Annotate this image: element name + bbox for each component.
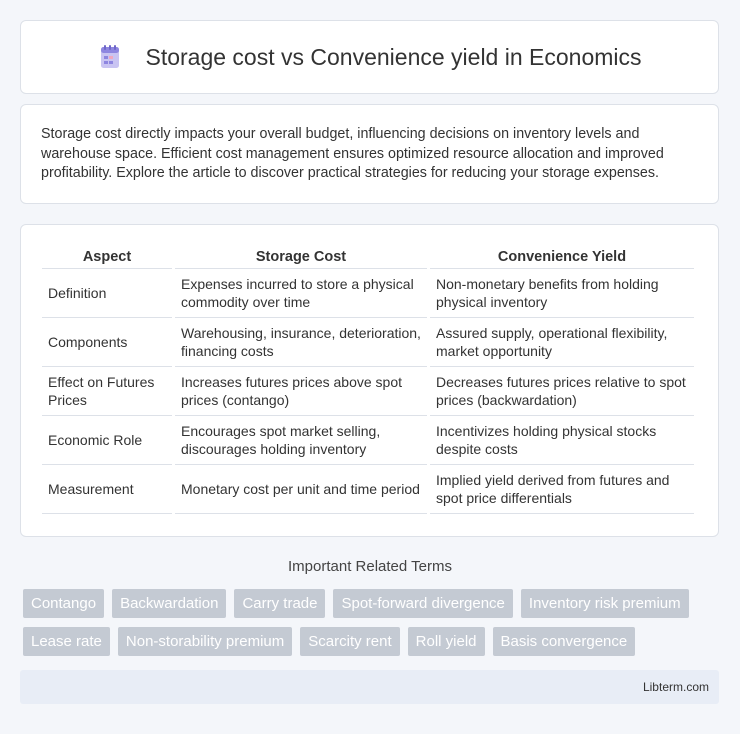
row-aspect: Effect on Futures Prices (42, 367, 172, 416)
comparison-table (39, 247, 697, 514)
title-card (20, 20, 719, 94)
row-convenience-yield: Incentivizes holding physical stocks despite costs (430, 416, 694, 465)
intro-text: Storage cost directly impacts your overall budget, influencing decisions on inventory levels and warehouse space. Efficient cost management ensures optimized resource allocation and improved profitability. Explore the article to discover practical strategies for reducing your storage expenses. (41, 126, 664, 181)
page-title (97, 44, 641, 71)
tag-spot-forward-divergence[interactable]: Spot-forward divergence (333, 589, 512, 618)
intro-card (20, 104, 719, 204)
tag-backwardation[interactable]: Backwardation (112, 589, 226, 618)
row-storage-cost: Increases futures prices above spot prices (contango) (175, 367, 427, 416)
footer (20, 670, 719, 704)
table-row (42, 367, 694, 416)
row-aspect: Definition (42, 269, 172, 318)
related-terms-tags (23, 589, 723, 656)
row-convenience-yield: Decreases futures prices relative to spot prices (backwardation) (430, 367, 694, 416)
row-convenience-yield: Non-monetary benefits from holding physical inventory (430, 269, 694, 318)
row-aspect: Economic Role (42, 416, 172, 465)
header-aspect: Aspect (42, 247, 172, 269)
tag-non-storability-premium[interactable]: Non-storability premium (118, 627, 292, 656)
tag-roll-yield[interactable]: Roll yield (408, 627, 485, 656)
row-aspect: Measurement (42, 465, 172, 514)
page-title-text: Storage cost vs Convenience yield in Economics (145, 43, 642, 70)
row-storage-cost: Warehousing, insurance, deterioration, financing costs (175, 318, 427, 367)
header-convenience-yield: Convenience Yield (430, 247, 694, 269)
row-storage-cost: Encourages spot market selling, discourages holding inventory (175, 416, 427, 465)
tag-scarcity-rent[interactable]: Scarcity rent (300, 627, 399, 656)
table-row (42, 416, 694, 465)
tag-inventory-risk-premium[interactable]: Inventory risk premium (521, 589, 689, 618)
related-terms-title: Important Related Terms (288, 558, 452, 575)
tag-lease-rate[interactable]: Lease rate (23, 627, 110, 656)
tag-basis-convergence[interactable]: Basis convergence (493, 627, 636, 656)
table-header-row (42, 247, 694, 269)
table-row (42, 465, 694, 514)
footer-site-link[interactable]: Libterm.com (642, 680, 709, 694)
row-convenience-yield: Implied yield derived from futures and spot price differentials (430, 465, 694, 514)
document-icon (97, 44, 123, 70)
header-storage-cost: Storage Cost (175, 247, 427, 269)
comparison-table-card (20, 224, 719, 537)
table-row (42, 318, 694, 367)
table-row (42, 269, 694, 318)
row-storage-cost: Monetary cost per unit and time period (175, 465, 427, 514)
row-aspect: Components (42, 318, 172, 367)
tag-contango[interactable]: Contango (23, 589, 104, 618)
row-convenience-yield: Assured supply, operational flexibility, market opportunity (430, 318, 694, 367)
tag-carry-trade[interactable]: Carry trade (234, 589, 325, 618)
row-storage-cost: Expenses incurred to store a physical commodity over time (175, 269, 427, 318)
